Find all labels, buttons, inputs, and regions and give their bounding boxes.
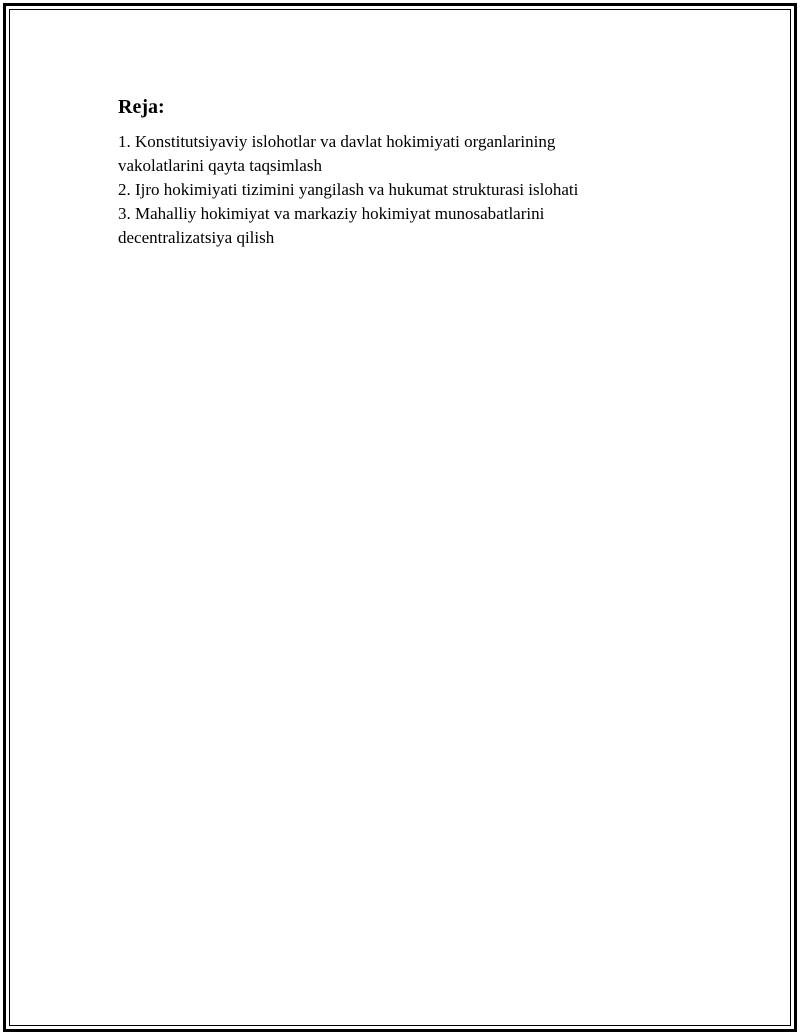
plan-item-3: 3. Mahalliy hokimiyat va markaziy hokimiyat munosabatlarini decentralizatsiya qilish bbox=[118, 204, 545, 247]
document-content bbox=[118, 94, 638, 250]
plan-item-2: 2. Ijro hokimiyati tizimini yangilash va hukumat strukturasi islohati bbox=[118, 180, 579, 199]
plan-heading: Reja: bbox=[118, 96, 165, 118]
plan-item-1: 1. Konstitutsiyaviy islohotlar va davlat hokimiyati organlarining vakolatlarini qayta taqsimlash bbox=[118, 132, 556, 175]
plan-list bbox=[118, 130, 638, 250]
